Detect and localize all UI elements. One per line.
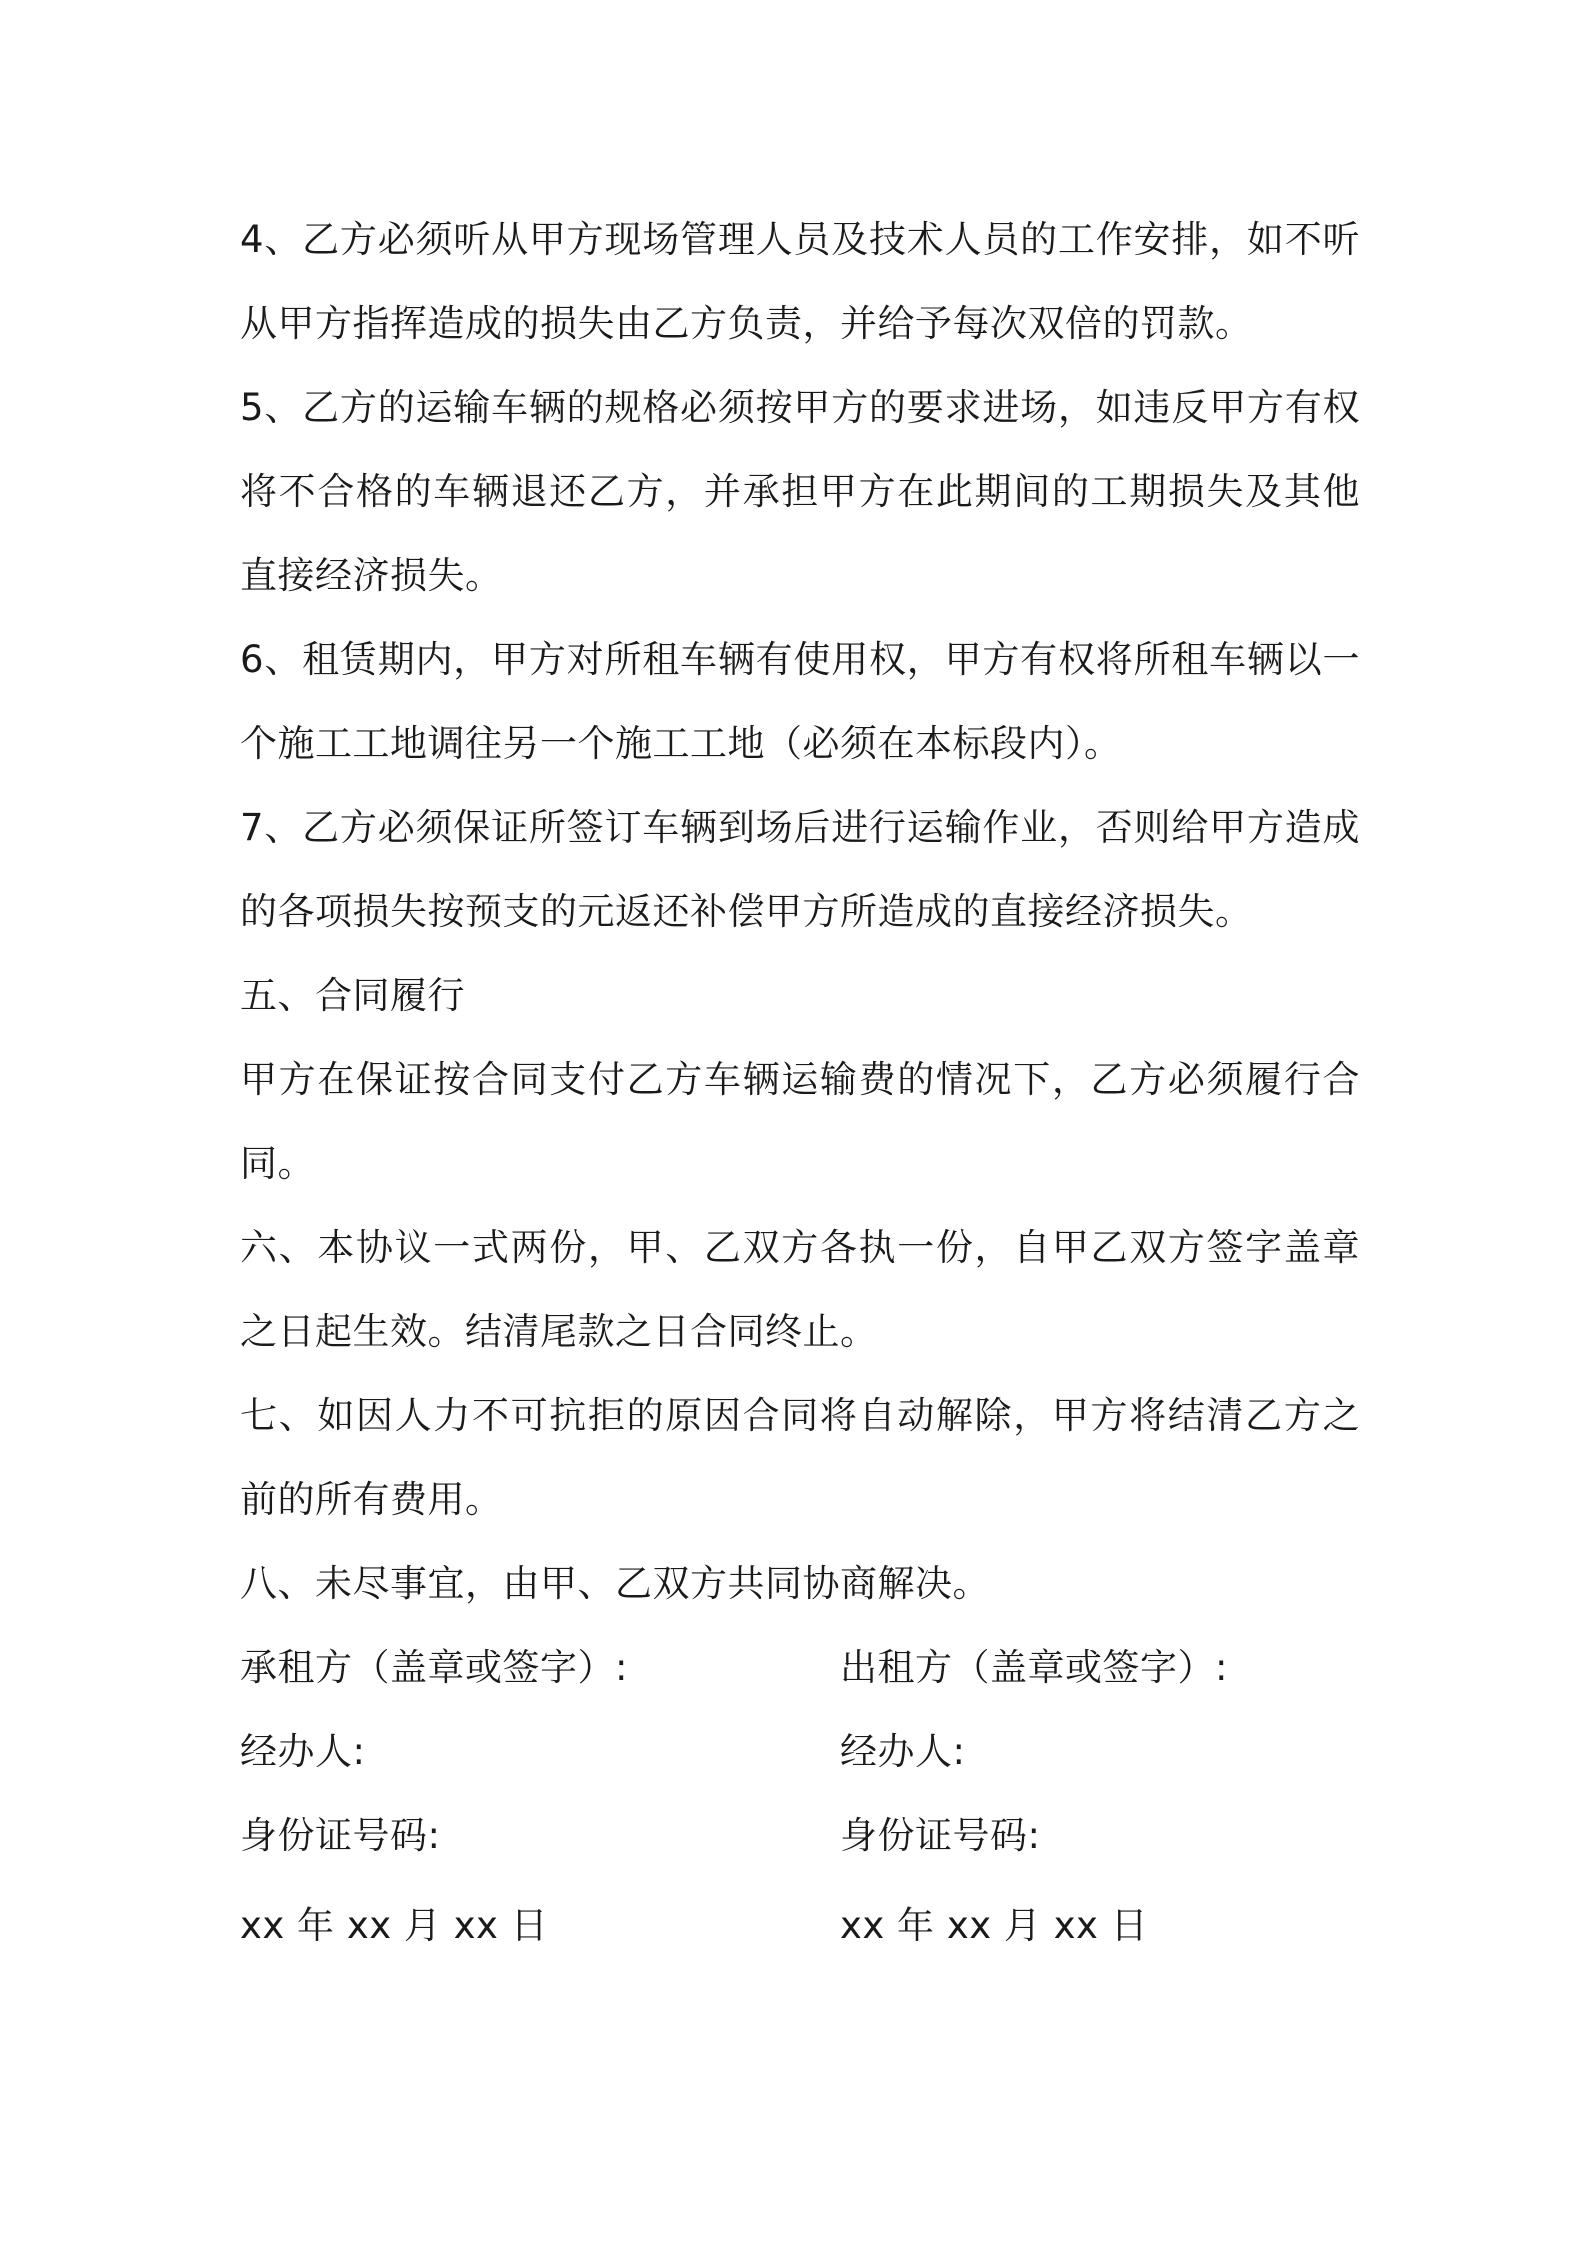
- lessor-date: xx 年 xx 月 xx 日: [840, 1904, 1149, 1947]
- lessor-seal-label: 出租方（盖章或签字）:: [840, 1646, 1228, 1689]
- lessee-id-label: 身份证号码:: [240, 1814, 441, 1857]
- lessee-agent-label: 经办人:: [240, 1730, 366, 1773]
- lessor-agent-label: 经办人:: [840, 1730, 966, 1773]
- section-six-copies: 六、本协议一式两份，甲、乙双方各执一份，自甲乙双方签字盖章之日起生效。结清尾款之日合同终止。: [240, 1226, 1360, 1353]
- signature-party-row: [240, 1626, 1360, 1710]
- clause-6: 6、租赁期内，甲方对所租车辆有使用权，甲方有权将所租车辆以一个施工工地调往另一个施工工地（必须在本标段内）。: [240, 638, 1360, 765]
- clause-5: 5、乙方的运输车辆的规格必须按甲方的要求进场，如违反甲方有权将不合格的车辆退还乙方，并承担甲方在此期间的工期损失及其他直接经济损失。: [240, 386, 1360, 597]
- contract-performance-text: 甲方在保证按合同支付乙方车辆运输费的情况下，乙方必须履行合同。: [240, 1058, 1360, 1185]
- section-seven-force-majeure: 七、如因人力不可抗拒的原因合同将自动解除，甲方将结清乙方之前的所有费用。: [240, 1394, 1360, 1521]
- section-eight-other-matters: 八、未尽事宜，由甲、乙双方共同协商解决。: [240, 1562, 990, 1605]
- section-heading-contract-performance: 五、合同履行: [240, 974, 465, 1017]
- document-page: [240, 198, 1360, 1968]
- lessor-id-label: 身份证号码:: [840, 1814, 1041, 1857]
- signature-agent-row: [240, 1710, 1360, 1794]
- lessee-date: xx 年 xx 月 xx 日: [240, 1904, 549, 1947]
- signature-date-row: [240, 1884, 1360, 1968]
- signature-id-row: [240, 1794, 1360, 1878]
- clause-4: 4、乙方必须听从甲方现场管理人员及技术人员的工作安排，如不听从甲方指挥造成的损失由乙方负责，并给予每次双倍的罚款。: [240, 218, 1360, 345]
- clause-7: 7、乙方必须保证所签订车辆到场后进行运输作业，否则给甲方造成的各项损失按预支的元返还补偿甲方所造成的直接经济损失。: [240, 806, 1360, 933]
- lessee-seal-label: 承租方（盖章或签字）:: [240, 1646, 628, 1689]
